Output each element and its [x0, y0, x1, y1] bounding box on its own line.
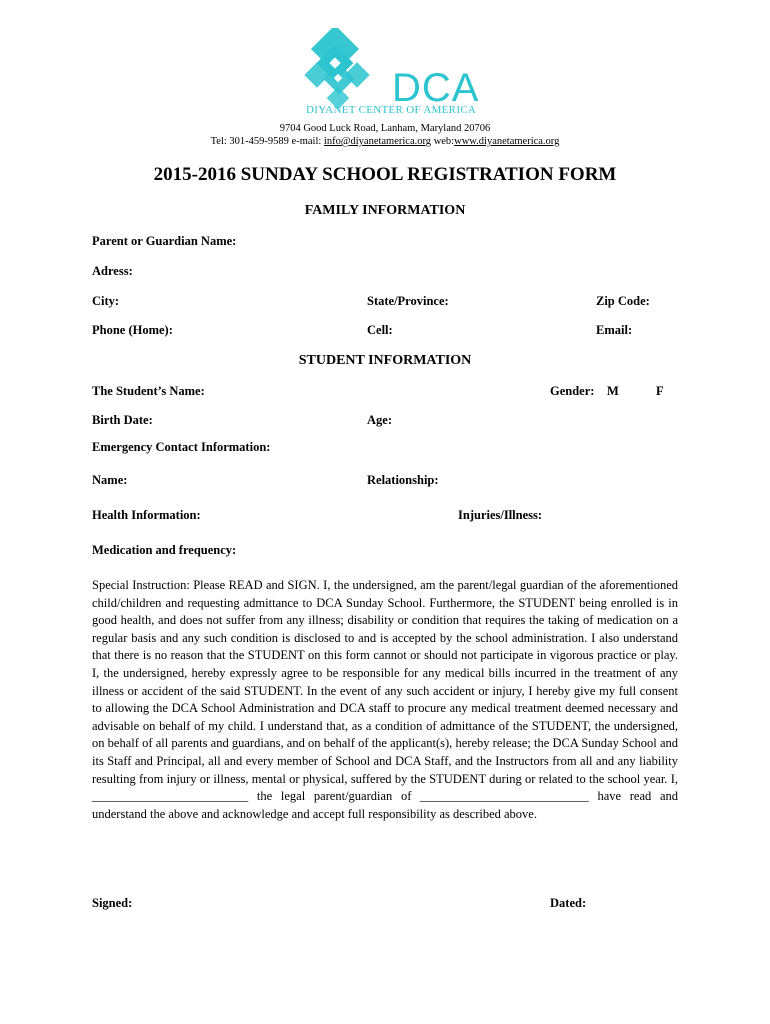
gender-label: Gender: — [550, 384, 595, 398]
email-link[interactable]: info@diyanetamerica.org — [323, 136, 432, 147]
medication-label: Medication and frequency: — [92, 543, 237, 557]
health-info-label: Health Information: — [92, 508, 201, 522]
student-info-heading: STUDENT INFORMATION — [298, 353, 472, 368]
logo-text: DCA — [392, 66, 480, 110]
emergency-contact-label: Emergency Contact Information: — [92, 440, 271, 454]
address-label: Adress: — [92, 264, 133, 278]
zip-code-label: Zip Code: — [596, 294, 650, 308]
special-instructions-paragraph: Special Instruction: Please READ and SIGN. I, the undersigned, am the parent/legal guardian of the aforementioned child/children and requesting admittance to DCA Sunday School. Furthermore, the STUDENT being enrolled is in good health, and does not suffer from any illness; disability or condition that requires the taking of medication on a regular basis and any such condition is disclosed to and is accepted by the school administration. I also understand that there is no reason that the STUDENT on this form cannot or should not participate in vigorous practice or play. I, the undersigned, hereby expressly agree to be responsible for any medical bills incurred in the treatment of any illness or accident of the said STUDENT. In the event of any such accident or injury, I hereby give my full consent to allowing the DCA School Administration and DCA staff to procure any medical treatment deemed necessary and advisable on behalf of my child. I understand that, as a condition of admittance of the STUDENT, the undersigned, on behalf of all parents and guardians, and on behalf of the applicant(s), hereby release; the DCA Sunday School and its Staff and Principal, all and every member of School and DCA Staff, and the Instructors from all and any liability resulting from injury or illness, mental or physical, suffered by the STUDENT during or related to the school year. I, _________________________ the legal parent/guardian of ___________________________ have read and understand the above and acknowledge and accept full responsibility as described above. — [92, 578, 678, 821]
city-label: City: — [92, 294, 120, 308]
web-link[interactable]: www.diyanetamerica.org — [454, 136, 560, 147]
email-label: Email: — [596, 323, 633, 337]
injuries-illness-label: Injuries/Illness: — [458, 508, 543, 522]
web-label: web: — [431, 136, 455, 147]
birth-date-label: Birth Date: — [92, 413, 153, 427]
state-label: State/Province: — [367, 294, 449, 308]
family-info-heading: FAMILY INFORMATION — [304, 203, 466, 218]
student-name-label: The Student’s Name: — [92, 384, 205, 398]
logo-subtitle: DIYANET CENTER OF AMERICA — [306, 104, 477, 116]
contact-name-label: Name: — [92, 473, 128, 487]
dated-label: Dated: — [550, 896, 587, 910]
form-title: 2015-2016 SUNDAY SCHOOL REGISTRATION FORM — [153, 164, 617, 185]
gender-f-option: F — [656, 384, 664, 398]
address-line: 9704 Good Luck Road, Lanham, Maryland 20706 — [279, 123, 491, 134]
tel-text: Tel: 301-459-9589 e-mail: — [210, 136, 324, 147]
signed-label: Signed: — [92, 896, 133, 910]
gender-m-option: M — [607, 384, 619, 398]
cell-label: Cell: — [367, 323, 393, 337]
contact-line — [0, 136, 770, 147]
dca-logo — [0, 28, 770, 118]
phone-home-label: Phone (Home): — [92, 323, 173, 337]
parent-name-label: Parent or Guardian Name: — [92, 234, 237, 248]
relationship-label: Relationship: — [367, 473, 439, 487]
age-label: Age: — [367, 413, 392, 427]
